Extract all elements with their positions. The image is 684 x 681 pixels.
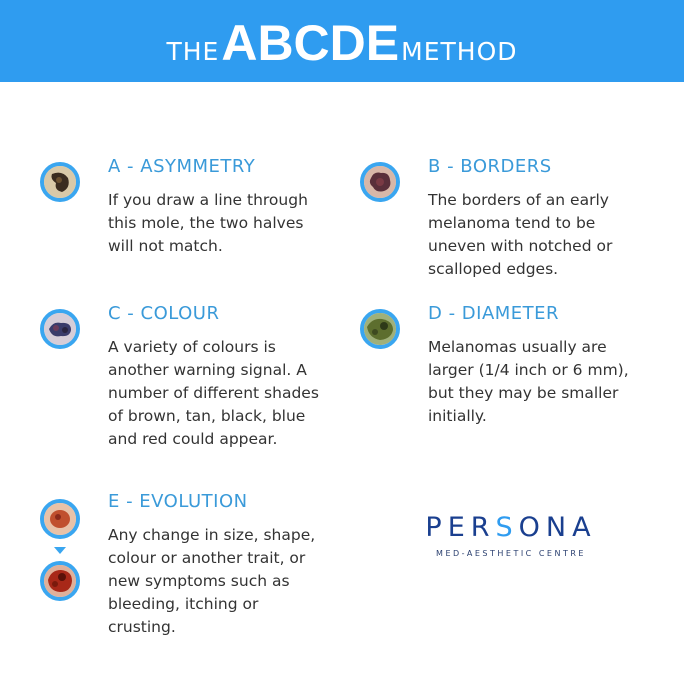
mole-asymmetry-icon: [40, 162, 80, 202]
brand-tagline: MED-AESTHETIC CENTRE: [436, 549, 586, 558]
item-body: If you draw a line through this mole, the two halves will not match.: [108, 191, 308, 255]
item-body: A variety of colours is another warning signal. A number of different shades of brown, tan, black, blue and red could appear.: [108, 338, 319, 448]
mole-diameter-icon: [360, 309, 400, 349]
item-body: Any change in size, shape, colour or another trait, or new symptoms such as bleeding, itching or crusting.: [108, 526, 316, 636]
item-heading: E - EVOLUTION: [108, 491, 248, 512]
item-diameter: [428, 303, 648, 428]
brand-name-s: S: [495, 512, 519, 543]
item-body: The borders of an early melanoma tend to be uneven with notched or scalloped edges.: [428, 191, 613, 278]
item-heading: A - ASYMMETRY: [108, 156, 256, 177]
item-heading: D - DIAMETER: [428, 303, 560, 324]
title-prefix: THE: [166, 37, 220, 66]
mole-evolution-before-icon: [40, 499, 80, 539]
item-heading: C - COLOUR: [108, 303, 220, 324]
brand-name-part1: PER: [425, 512, 496, 543]
brand-name-part2: ONA: [518, 512, 597, 543]
page-title: [166, 15, 518, 82]
item-colour: [108, 303, 333, 451]
item-body: Melanomas usually are larger (1/4 inch or 6 mm), but they may be smaller initially.: [428, 338, 629, 425]
title-suffix: METHOD: [401, 37, 518, 66]
mole-borders-icon: [360, 162, 400, 202]
item-heading: B - BORDERS: [428, 156, 552, 177]
persona-logo: [405, 512, 617, 558]
mole-evolution-after-icon: [40, 561, 80, 601]
header-banner: [0, 0, 684, 82]
mole-colour-icon: [40, 309, 80, 349]
item-borders: [428, 156, 648, 281]
item-evolution: [108, 491, 328, 639]
title-main: ABCDE: [221, 15, 400, 71]
chevron-down-icon: [54, 547, 66, 554]
brand-name: [405, 512, 617, 543]
item-asymmetry: [108, 156, 328, 258]
